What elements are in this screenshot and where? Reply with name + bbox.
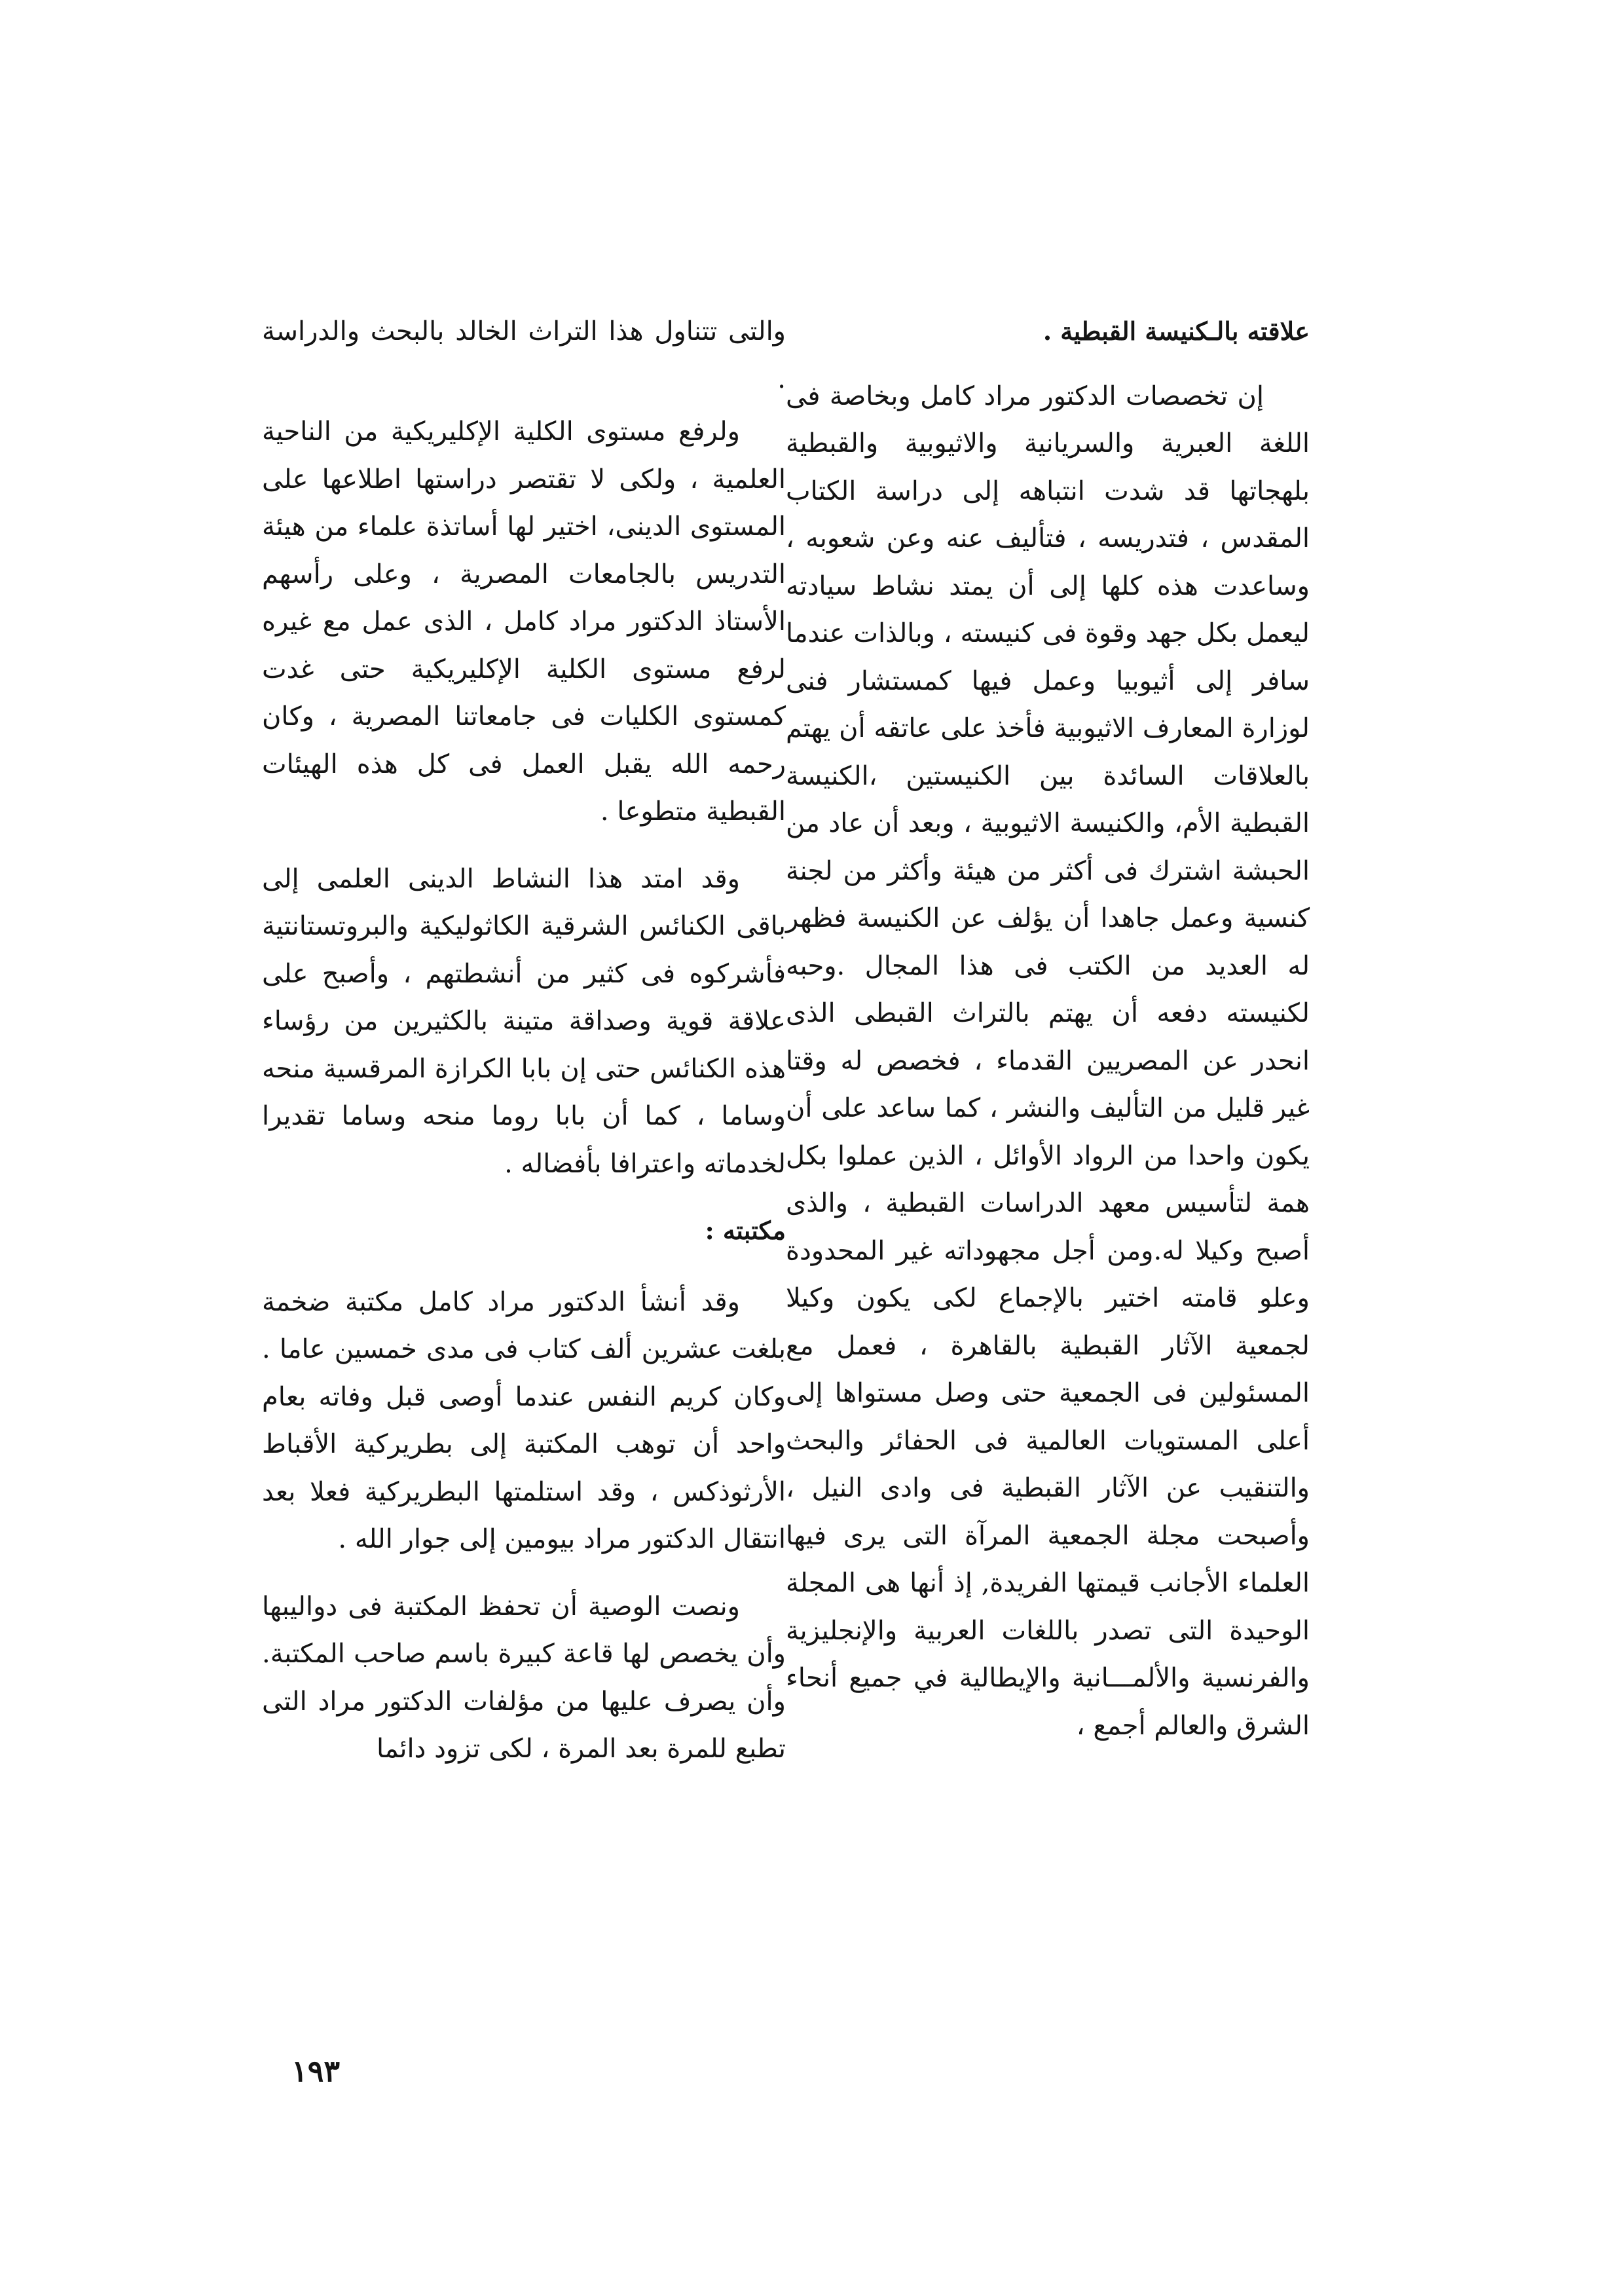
left-continued-line: والتى تتناول هذا التراث الخالد بالبحث والدراسة .: [262, 316, 786, 394]
left-paragraph-4: ونصت الوصية أن تحفظ المكتبة فى دواليبها وأن يخصص لها قاعة كبيرة باسم صاحب المكتبة. وأن يصرف عليها من مؤلفات الدكتور مراد التى تطبع للمرة بعد المرة ، لكى تزود دائما: [262, 1591, 786, 1764]
left-paragraph-1: ولرفع مستوى الكلية الإكليريكية من الناحية العلمية ، ولكى لا تقتصر دراستها اطلاعها على المستوى الدينى، اختير لها أساتذة علماء من هيئة التدريس بالجامعات المصرية ، وعلى رأسهم الأستاذ الدكتور مراد كامل ، الذى عمل مع غيره لرفع مستوى الكلية الإكليريكية حتى غدت كمستوى الكليات فى جامعاتنا المصرية ، وكان رحمه الله يقبل العمل فى كل هذه الهيئات القبطية متطوعا .: [262, 417, 786, 827]
section-title-library: مكتبته :: [705, 1216, 786, 1245]
left-column: [262, 308, 786, 1793]
right-paragraph-1: إن تخصصات الدكتور مراد كامل وبخاصة فى اللغة العبرية والسريانية والاثيوبية والقبطية بلهجاتها قد شدت انتباهه إلى دراسة الكتاب المقدس ، فتدريسه ، فتأليف عنه وعن شعوبه ، وساعدت هذه كلها إلى أن يمتد نشاط سيادته ليعمل بكل جهد وقوة فى كنيسته ، وبالذات عندما سافر إلى أثيوبيا وعمل فيها كمستشار فنى لوزارة المعارف الاثيوبية فأخذ على عاتقه أن يهتم بالعلاقات السائدة بين الكنيستين ،الكنيسة القبطية الأم، والكنيسة الاثيوبية ، وبعد أن عاد من الحبشة اشترك فى أكثر من هيئة وأكثر من لجنة كنسية وعمل جاهدا أن يؤلف عن الكنيسة فظهر له العديد من الكتب فى هذا المجال .وحبه لكنيسته دفعه أن يهتم بالتراث القبطى الذى انحدر عن المصريين القدماء ، فخصص له وقتا غير قليل من التأليف والنشر ، كما ساعد على أن يكون واحدا من الرواد الأوائل ، الذين عملوا بكل همة لتأسيس معهد الدراسات القبطية ، والذى أصبح وكيلا له.ومن أجل مجهوداته غير المحدودة وعلو قامته اختير بالإجماع لكى يكون وكيلا لجمعية الآثار القبطية بالقاهرة ، فعمل مع المسئولين فى الجمعية حتى وصل مستواها إلى أعلى المستويات العالمية فى الحفائر والبحث والتنقيب عن الآثار القبطية فى وادى النيل ، وأصبحت مجلة الجمعية المرآة التى يرى فيها العلماء الأجانب قيمتها الفريدة, إذ أنها هى المجلة الوحيدة التى تصدر باللغات العربية والإنجليزية والفرنسية والألمـــانية والإيطالية في جميع أنحاء الشرق والعالم أجمع ،: [786, 381, 1310, 1741]
continued-heading: علاقته بالـكنيسة القبطية .: [1043, 316, 1310, 346]
page-number: ١٩٣: [291, 2053, 341, 2089]
left-paragraph-2: وقد امتد هذا النشاط الدينى العلمى إلى باقى الكنائس الشرقية الكاثوليكية والبروتستانتية فأشركوه فى كثير من أنشطتهم ، وأصبح على علاقة قوية وصداقة متينة بالكثيرين من رؤساء هذه الكنائس حتى إن بابا الكرازة المرقسية منحه وساما ، كما أن بابا روما منحه وساما تقديرا لخدماته واعترافا بأفضاله .: [262, 863, 786, 1179]
right-column: [786, 308, 1310, 1769]
left-paragraph-3: وقد أنشأ الدكتور مراد كامل مكتبة ضخمة بلغت عشرين ألف كتاب فى مدى خمسين عاما . وكان كريم النفس عندما أوصى قبل وفاته بعام واحد أن توهب المكتبة إلى بطريركية الأقباط الأرثوذكس ، وقد استلمتها البطريركية فعلا بعد انتقال الدكتور مراد بيومين إلى جوار الله .: [262, 1286, 786, 1554]
